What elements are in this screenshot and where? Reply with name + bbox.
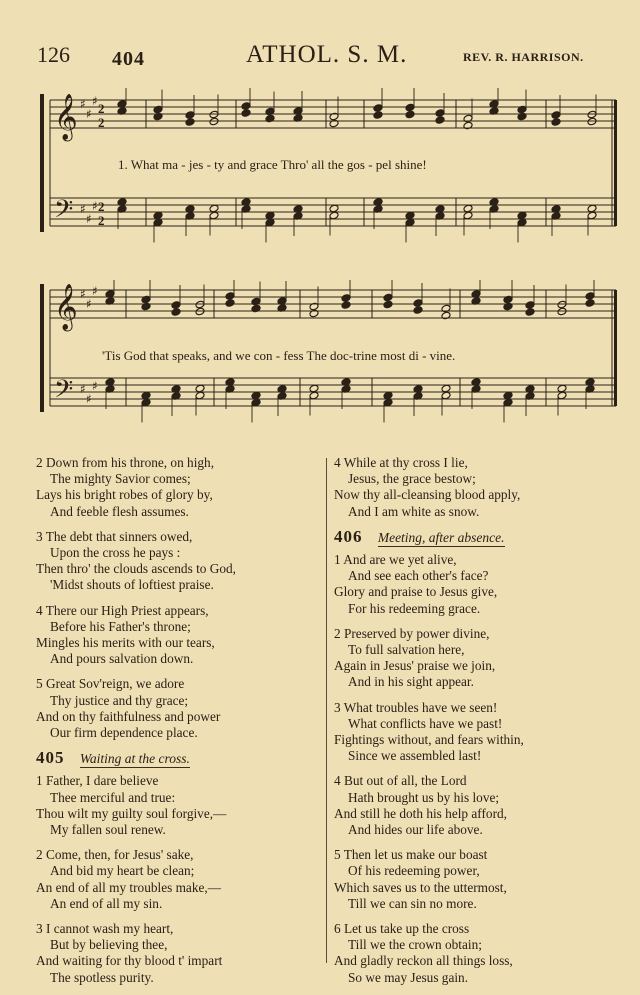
note-head — [309, 391, 319, 400]
note-head — [373, 111, 383, 120]
note-head — [383, 398, 393, 407]
verse-line: And in his sight appear. — [348, 674, 474, 690]
stanza — [334, 552, 634, 617]
stanza — [334, 921, 634, 986]
note-head — [585, 292, 595, 301]
verse-line: Upon the cross he pays : — [50, 545, 181, 561]
verse-line: Thy justice and thy grace; — [50, 692, 189, 708]
final-barline — [614, 290, 617, 406]
sharp-icon: ♯ — [86, 297, 92, 311]
note-head — [251, 304, 261, 313]
note-head — [329, 119, 339, 128]
system-brace — [40, 94, 44, 232]
stanza — [36, 773, 326, 838]
note-head — [441, 304, 451, 313]
note-head — [413, 306, 423, 315]
verse-line: An end of all my sin. — [50, 895, 163, 911]
note-head — [383, 391, 393, 400]
note-head — [373, 104, 383, 113]
note-head — [517, 112, 527, 121]
left-column — [36, 455, 326, 995]
sharp-icon: ♯ — [80, 97, 86, 111]
verse-line: Since we assembled last! — [348, 748, 482, 764]
note-head — [585, 299, 595, 308]
note-head — [309, 309, 319, 318]
note-head — [309, 384, 319, 393]
page-header — [0, 40, 640, 70]
note-head — [141, 391, 151, 400]
verse-line: Of his redeeming power, — [348, 863, 480, 879]
verse-line: Before his Father's throne; — [50, 618, 191, 634]
verse-line: 6 Let us take up the cross — [334, 921, 470, 937]
note-head — [587, 110, 597, 119]
note-head — [329, 211, 339, 220]
note-head — [241, 109, 251, 118]
time-signature: 2 — [98, 115, 105, 130]
note-head — [265, 218, 275, 227]
note-head — [441, 311, 451, 320]
verse-line: And pours salvation down. — [50, 651, 194, 667]
note-head — [195, 300, 205, 309]
stanza — [334, 847, 634, 912]
tune-title: ATHOL. S. M. — [246, 41, 408, 68]
final-barline — [614, 100, 617, 226]
column-divider — [326, 458, 327, 963]
stanza — [36, 921, 326, 986]
verse-line: And I am white as snow. — [348, 503, 480, 519]
verse-line: Thou wilt my guilty soul forgive,— — [36, 805, 227, 821]
sharp-icon: ♯ — [86, 212, 92, 226]
note-head — [209, 211, 219, 220]
right-column — [334, 455, 634, 995]
verse-line: Thee merciful and true: — [50, 789, 176, 805]
verse-line: For his redeeming grace. — [348, 600, 481, 616]
verse-line: Now thy all-cleansing blood apply, — [334, 487, 521, 503]
note-head — [557, 391, 567, 400]
hymn-404-stanzas — [36, 455, 326, 741]
note-head — [141, 302, 151, 311]
note-head — [171, 308, 181, 317]
hymn-406-title: Meeting, after absence. — [377, 529, 505, 545]
verse-line: Till we can sin no more. — [348, 895, 477, 911]
note-head — [503, 295, 513, 304]
stanza — [36, 676, 326, 741]
hymn-405-stanza-4 — [334, 455, 634, 520]
note-head — [185, 118, 195, 127]
page-number: 126 — [37, 42, 70, 67]
note-head — [153, 218, 163, 227]
sharp-icon: ♯ — [86, 107, 92, 121]
stanza — [36, 455, 326, 520]
note-head — [405, 103, 415, 112]
note-head — [225, 299, 235, 308]
lyric-line-2: 'Tis God that speaks, and we con - fess The doc-trine most di - vine. — [102, 348, 456, 363]
note-head — [209, 117, 219, 126]
time-signature: 2 — [98, 213, 105, 228]
hymn-406-heading — [334, 526, 634, 546]
verse-line: But by believing thee, — [50, 937, 168, 953]
note-head — [195, 384, 205, 393]
verse-line: 3 What troubles have we seen! — [334, 699, 498, 715]
composer-credit: REV. R. HARRISON. — [463, 50, 584, 64]
note-head — [329, 204, 339, 213]
verse-line: And bid my heart be clean; — [50, 863, 195, 879]
sharp-icon: ♯ — [92, 94, 98, 108]
verse-line: Till we the crown obtain; — [348, 937, 482, 953]
sharp-icon: ♯ — [80, 382, 86, 396]
note-head — [329, 112, 339, 121]
treble-clef-icon: 𝄞 — [54, 284, 78, 330]
verse-line: 5 Great Sov'reign, we adore — [36, 676, 185, 692]
note-head — [405, 211, 415, 220]
note-head — [265, 107, 275, 116]
note-head — [171, 301, 181, 310]
hymn-405-title: Waiting at the cross. — [79, 751, 190, 767]
note-head — [463, 211, 473, 220]
verse-line: Which saves us to the uttermost, — [334, 879, 507, 895]
note-head — [383, 300, 393, 309]
sharp-icon: ♯ — [92, 199, 98, 213]
stanza — [36, 529, 326, 594]
verse-line: Lays his bright robes of glory by, — [36, 487, 213, 503]
note-head — [517, 218, 527, 227]
verse-line: 2 Preserved by power divine, — [334, 625, 490, 641]
note-head — [441, 391, 451, 400]
verse-line: 2 Down from his throne, on high, — [36, 455, 215, 470]
verse-line: Mingles his merits with our tears, — [36, 635, 215, 651]
verse-line: 4 There our High Priest appears, — [36, 602, 209, 618]
verse-line: And feeble flesh assumes. — [50, 503, 189, 519]
music-staves-1 — [0, 88, 640, 258]
note-head — [251, 398, 261, 407]
note-head — [141, 398, 151, 407]
verse-line: And still he doth his help afford, — [334, 805, 507, 821]
verse-line: The mighty Savior comes; — [50, 471, 191, 487]
note-head — [435, 116, 445, 125]
stanza — [36, 847, 326, 912]
music-system-1 — [0, 88, 640, 258]
note-head — [517, 211, 527, 220]
verse-line: And hides our life above. — [348, 822, 483, 838]
stanza — [334, 700, 634, 765]
note-head — [265, 211, 275, 220]
note-head — [557, 384, 567, 393]
verse-line: 'Midst shouts of loftiest praise. — [50, 577, 214, 593]
stanza — [334, 455, 634, 520]
note-head — [551, 118, 561, 127]
verse-line: My fallen soul renew. — [50, 822, 166, 838]
note-head — [195, 307, 205, 316]
note-head — [225, 292, 235, 301]
note-head — [435, 109, 445, 118]
verse-line: 5 Then let us make our boast — [334, 847, 488, 863]
hymn-406-number: 406 — [334, 526, 363, 546]
note-head — [265, 114, 275, 123]
note-head — [557, 300, 567, 309]
note-head — [209, 204, 219, 213]
verse-line: 2 Come, then, for Jesus' sake, — [36, 847, 194, 863]
verse-line: Our firm dependence place. — [50, 725, 198, 741]
note-head — [195, 391, 205, 400]
sharp-icon: ♯ — [92, 284, 98, 298]
verse-line: The spotless purity. — [50, 969, 154, 985]
time-signature: 2 — [98, 101, 105, 116]
time-signature: 2 — [98, 199, 105, 214]
verse-line: 4 But out of all, the Lord — [334, 773, 467, 789]
note-head — [587, 204, 597, 213]
note-head — [463, 114, 473, 123]
note-head — [251, 391, 261, 400]
note-head — [341, 301, 351, 310]
note-head — [503, 302, 513, 311]
verse-line: To full salvation here, — [348, 642, 465, 658]
verse-line: Glory and praise to Jesus give, — [334, 584, 498, 600]
bass-clef-icon: 𝄢 — [54, 195, 74, 230]
verse-line: And gladly reckon all things loss, — [334, 953, 513, 969]
verse-line: And waiting for thy blood t' impart — [36, 953, 223, 969]
verse-line: 3 I cannot wash my heart, — [36, 921, 174, 937]
note-head — [153, 105, 163, 114]
system-brace — [40, 284, 44, 412]
stanza — [334, 773, 634, 838]
note-head — [503, 398, 513, 407]
note-head — [241, 102, 251, 111]
note-head — [557, 307, 567, 316]
verse-line: So we may Jesus gain. — [348, 969, 469, 985]
note-head — [525, 308, 535, 317]
note-head — [383, 293, 393, 302]
hymn-405-number: 405 — [36, 748, 65, 768]
note-head — [185, 111, 195, 120]
sharp-icon: ♯ — [92, 379, 98, 393]
verse-line: Fightings without, and fears within, — [334, 732, 524, 748]
bass-clef-icon: 𝄢 — [54, 375, 74, 410]
note-head — [405, 218, 415, 227]
note-head — [413, 299, 423, 308]
verse-line: An end of all my troubles make,— — [36, 879, 222, 895]
verse-line: 1 And are we yet alive, — [334, 552, 457, 568]
hymn-405-heading — [36, 750, 326, 767]
note-head — [309, 302, 319, 311]
note-head — [405, 110, 415, 119]
treble-clef-icon: 𝄞 — [54, 94, 78, 140]
verse-line: 4 While at thy cross I lie, — [334, 455, 468, 470]
note-head — [463, 204, 473, 213]
note-head — [517, 105, 527, 114]
verse-line: Hath brought us by his love; — [348, 789, 500, 805]
note-head — [441, 384, 451, 393]
hymn-405-stanzas — [36, 773, 326, 985]
note-head — [587, 117, 597, 126]
verse-line: 3 The debt that sinners owed, — [36, 528, 193, 544]
note-head — [551, 111, 561, 120]
sharp-icon: ♯ — [86, 392, 92, 406]
note-head — [463, 121, 473, 130]
note-head — [153, 211, 163, 220]
note-head — [141, 295, 151, 304]
note-head — [153, 112, 163, 121]
sharp-icon: ♯ — [80, 202, 86, 216]
hymn-406-stanzas — [334, 552, 634, 986]
music-system-2 — [0, 280, 640, 440]
verse-line: Then thro' the clouds ascends to God, — [36, 561, 236, 577]
verse-line: And see each other's face? — [348, 568, 489, 584]
note-head — [209, 110, 219, 119]
verse-line: And on thy faithfulness and power — [36, 708, 221, 724]
stanza — [334, 626, 634, 691]
note-head — [587, 211, 597, 220]
note-head — [251, 297, 261, 306]
note-head — [503, 391, 513, 400]
lyric-line-1: 1. What ma - jes - ty and grace Thro' all the gos - pel shine! — [118, 157, 427, 172]
verse-line: Again in Jesus' praise we join, — [334, 658, 496, 674]
note-head — [341, 294, 351, 303]
verse-line: 1 Father, I dare believe — [36, 773, 159, 789]
sharp-icon: ♯ — [80, 287, 86, 301]
note-head — [525, 301, 535, 310]
verse-line: Jesus, the grace bestow; — [348, 471, 476, 487]
stanza — [36, 603, 326, 668]
hymn-number: 404 — [112, 48, 145, 70]
verse-line: What conflicts have we past! — [348, 715, 503, 731]
